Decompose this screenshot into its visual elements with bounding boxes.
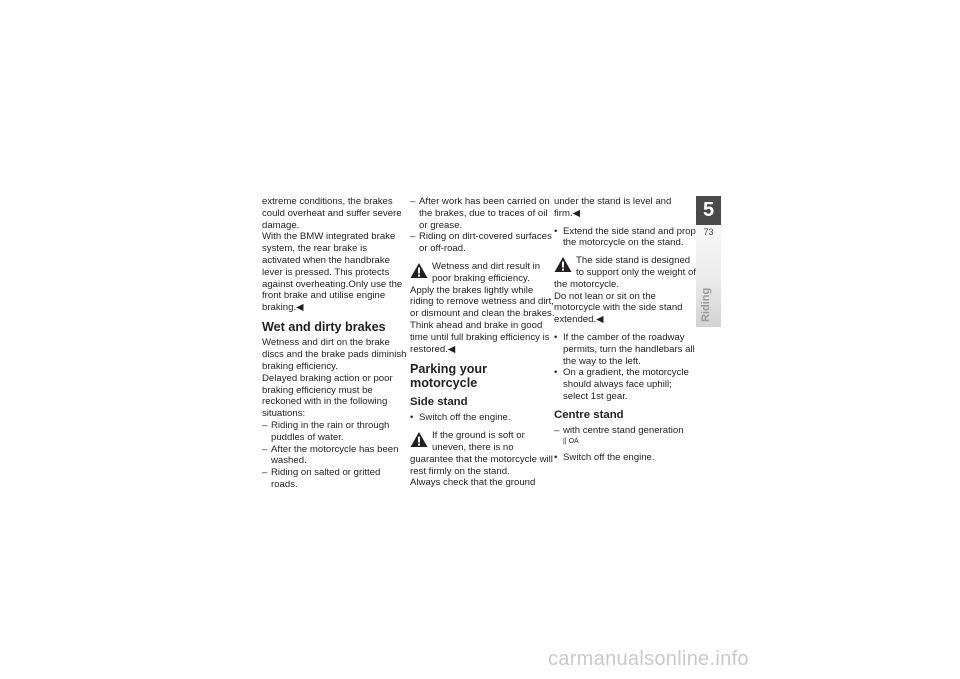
warning-text: Wetness and dirt result in poor braking efficiency. [432,260,541,284]
heading-centre-stand: Centre stand [554,408,624,421]
bullet-marker: • [554,367,558,379]
bullet-marker: • [554,331,558,343]
heading-parking: Parking your motorcycle [410,362,487,390]
list-item: – After work has been carried on the brakes, due to traces of oil or grease. [410,196,550,231]
paragraph: Wetness and dirt on the brake discs and the brake pads diminish braking efficiency. [262,337,407,373]
paragraph: Do not lean or sit on the motorcycle with the side stand extended.◀ [554,290,683,326]
paragraph: under the stand is level and firm.◀ [554,196,672,219]
dash-marker: – [410,231,416,243]
list-item: • Extend the side stand and prop the motorcycle on the stand. [554,225,696,249]
list-item: – with centre stand generation [554,424,684,436]
section-label: Riding [700,287,712,322]
paragraph: extreme conditions, the brakes could overheat and suffer severe damage. [262,196,402,231]
warning-icon [410,431,428,448]
text-column-1 [262,196,407,491]
warning-text: The side stand is designed to support only the weight of the motorcycle. [554,255,696,290]
text-column-3 [554,196,699,463]
warning-note [410,261,555,285]
warning-icon [410,262,428,279]
dash-marker: – [262,420,268,432]
heading-side-stand: Side stand [410,396,468,409]
option-code: || OA [563,437,579,445]
list-item: – After the motorcycle has been washed. [262,443,399,467]
paragraph: Always check that the ground [410,477,536,489]
dash-marker: – [262,467,268,479]
warning-note [554,255,699,290]
dash-marker: – [410,196,416,207]
bullet-marker: • [554,225,558,237]
code-prefix: || [563,437,567,445]
bullet-marker: • [410,412,414,424]
watermark: carmanualsonline.info [548,648,749,670]
chapter-number: 5 [696,196,721,225]
heading-wet-dirty-brakes: Wet and dirty brakes [262,319,386,334]
list-item: • Switch off the engine. [554,451,655,463]
list-item: • If the camber of the roadway permits, turn the handlebars all the way to the left. [554,331,695,367]
list-item: – Riding on dirt-covered surfaces or off-road. [410,231,552,255]
paragraph: Think ahead and brake in good time until full braking efficiency is restored.◀ [410,319,550,355]
paragraph: With the BMW integrated brake system, the rear brake is activated when the handbrake lever is pressed. This protects against overheating.Only use the front brake and utilise engine braking.◀ [262,231,403,314]
paragraph: Delayed braking action or poor braking efficiency must be reckoned with in the following situations: [262,372,393,420]
list-item: – Riding on salted or gritted roads. [262,467,381,491]
text-column-2 [410,196,558,489]
bullet-marker: • [554,451,558,463]
page-number: 73 [703,227,714,237]
dash-marker: – [262,443,268,455]
warning-text: If the ground is soft or uneven, there is no guarantee that the motorcycle will rest firmly on the stand. [410,430,553,477]
warning-note [410,430,558,477]
dash-marker: – [554,424,560,436]
paragraph: Apply the brakes lightly while riding to remove wetness and dirt, or dismount and clean the brakes. [410,284,555,320]
list-item: • Switch off the engine. [410,412,511,424]
warning-icon [554,256,572,273]
list-item: • On a gradient, the motorcycle should always face uphill; select 1st gear. [554,367,689,402]
list-item: – Riding in the rain or through puddles of water. [262,420,390,443]
